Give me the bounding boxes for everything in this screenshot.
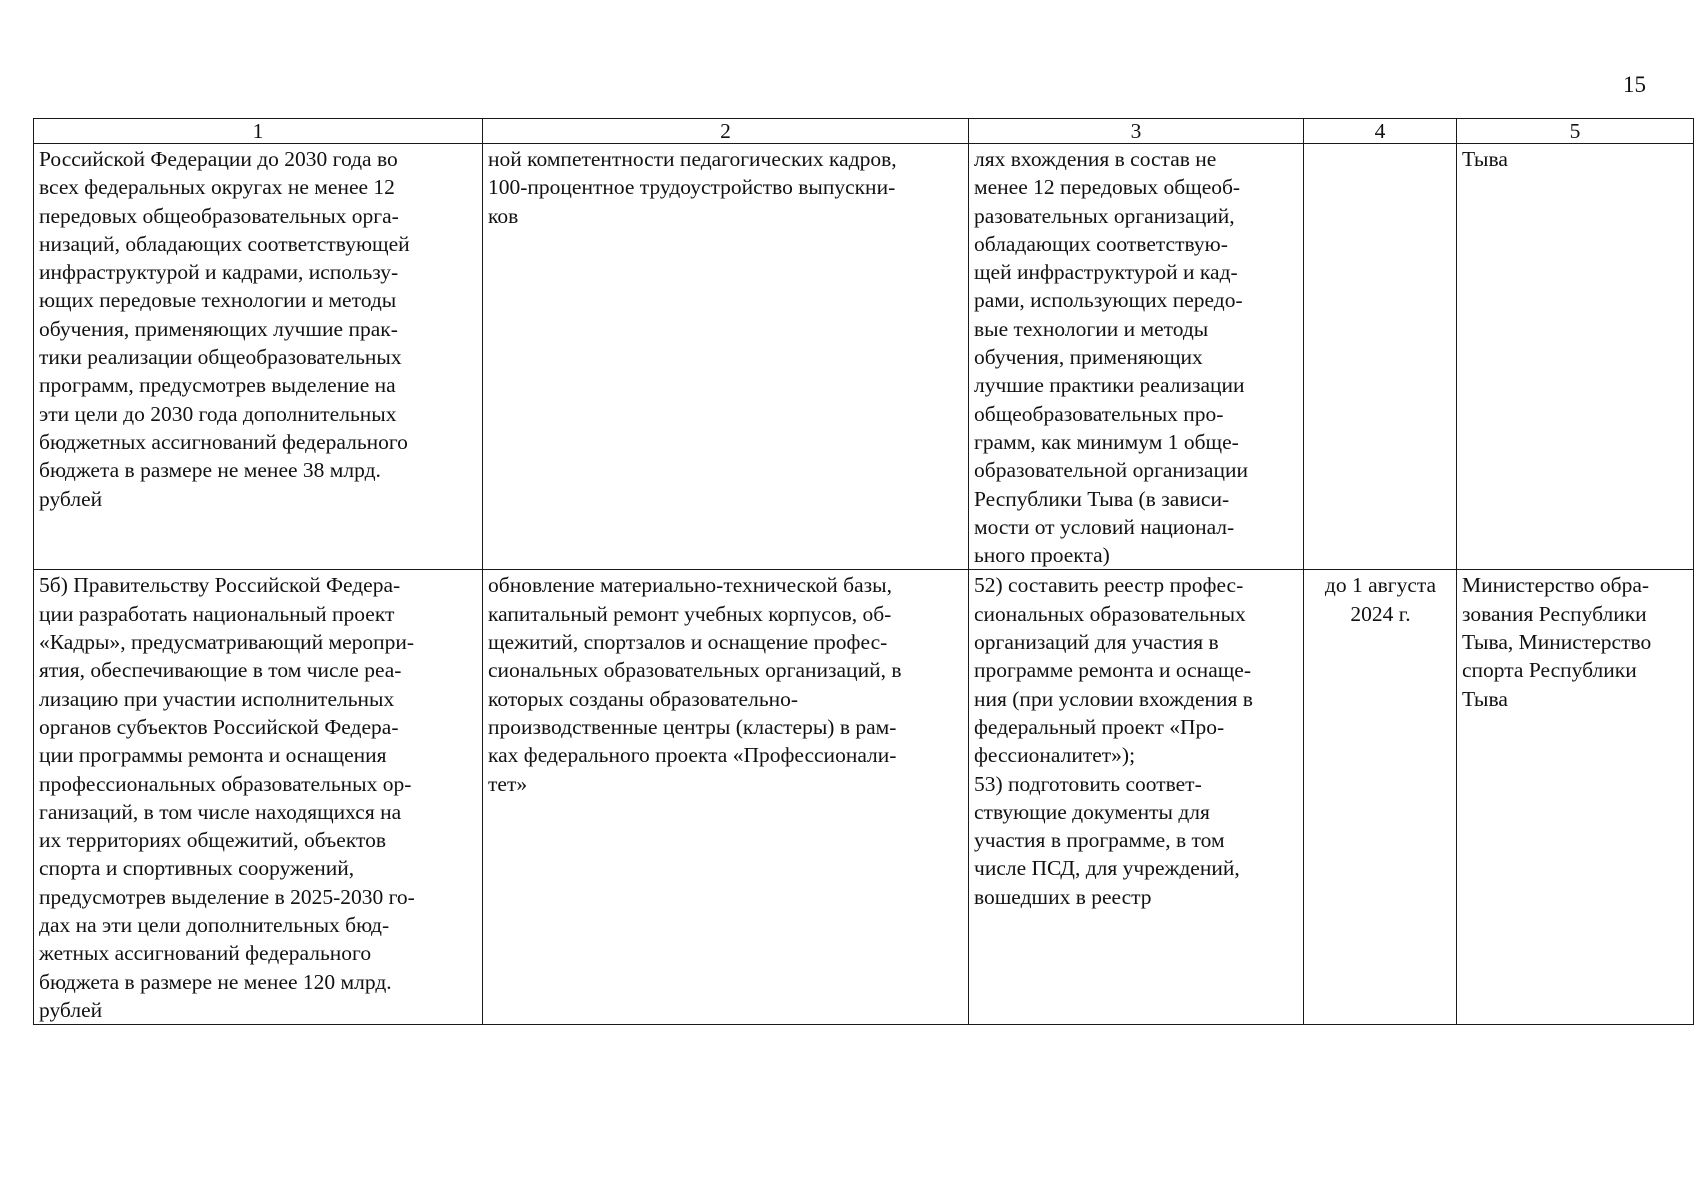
table-cell-col3 bbox=[969, 570, 1304, 1025]
column-header-4: 4 bbox=[1304, 119, 1457, 144]
table-cell-col2 bbox=[483, 570, 969, 1025]
column-header-2: 2 bbox=[483, 119, 969, 144]
column-header-1: 1 bbox=[34, 119, 483, 144]
table-row bbox=[34, 144, 1694, 570]
cell-text: 5б) Правительству Российской Федера- ции разработать национальный проект «Кадры», предусматривающий меропри- ятия, обеспечивающие в том числе реа- лизацию при участии исполнительных органов субъектов Российской Федера- ции программы ремонта и оснащения профессиональных образовательных ор- ганизаций, в том числе находящихся на их территориях общежитий, объектов спорта и спортивных сооружений, предусмотрев выделение в 2025-2030 го- дах на эти цели дополнительных бюд- жетных ассигнований федерального бюджета в размере не менее 120 млрд. рублей bbox=[39, 573, 415, 1022]
table-row bbox=[34, 570, 1694, 1025]
cell-text: до 1 августа 2024 г. bbox=[1324, 573, 1437, 626]
table-cell-col4 bbox=[1304, 570, 1457, 1025]
table-cell-col2 bbox=[483, 144, 969, 570]
document-table bbox=[33, 118, 1694, 1025]
column-header-3: 3 bbox=[969, 119, 1304, 144]
cell-text: Тыва bbox=[1462, 147, 1508, 171]
table-cell-col4 bbox=[1304, 144, 1457, 570]
cell-text: лях вхождения в состав не менее 12 передовых общеоб- разовательных организаций, обладающих соответствую- щей инфраструктурой и кад- рами, использующих передо- вые технологии и методы обучения, применяющих лучшие практики реализации общеобразовательных про- грамм, как минимум 1 обще- образовательной организации Республики Тыва (в зависи- мости от условий национал- ьного проекта) bbox=[974, 147, 1248, 568]
table-cell-col3 bbox=[969, 144, 1304, 570]
cell-text: Российской Федерации до 2030 года во всех федеральных округах не менее 12 передовых общеобразовательных орга- низаций, обладающих соответствующей инфраструктурой и кадрами, использу- ющих передовые технологии и методы обучения, применяющих лучшие прак- тики реализации общеобразовательных программ, предусмотрев выделение на эти цели до 2030 года дополнительных бюджетных ассигнований федерального бюджета в размере не менее 38 млрд. рублей bbox=[39, 147, 410, 511]
column-header-5: 5 bbox=[1457, 119, 1694, 144]
cell-text: 52) составить реестр профес- сиональных образовательных организаций для участия в программе ремонта и оснаще- ния (при условии вхождения в федеральный проект «Про- фессионалитет»); 53) подготовить соответ- ствующие документы для участия в программе, в том числе ПСД, для учреждений, вошедших в реестр bbox=[974, 573, 1253, 909]
table-cell-col1 bbox=[34, 570, 483, 1025]
table-header-row bbox=[34, 119, 1694, 144]
table-cell-col5 bbox=[1457, 570, 1694, 1025]
page-number: 15 bbox=[1623, 72, 1646, 97]
table-cell-col1 bbox=[34, 144, 483, 570]
cell-text: ной компетентности педагогических кадров, 100-процентное трудоустройство выпускни- ков bbox=[488, 147, 897, 228]
cell-text: Министерство обра- зования Республики Тыва, Министерство спорта Республики Тыва bbox=[1462, 573, 1652, 711]
cell-text: обновление материально-технической базы, капитальный ремонт учебных корпусов, об- щежитий, спортзалов и оснащение профес- сиональных образовательных организаций, в которых созданы образовательно- производственные центры (кластеры) в рам- ках федерального проекта «Профессионали- тет» bbox=[488, 573, 902, 796]
table-cell-col5 bbox=[1457, 144, 1694, 570]
